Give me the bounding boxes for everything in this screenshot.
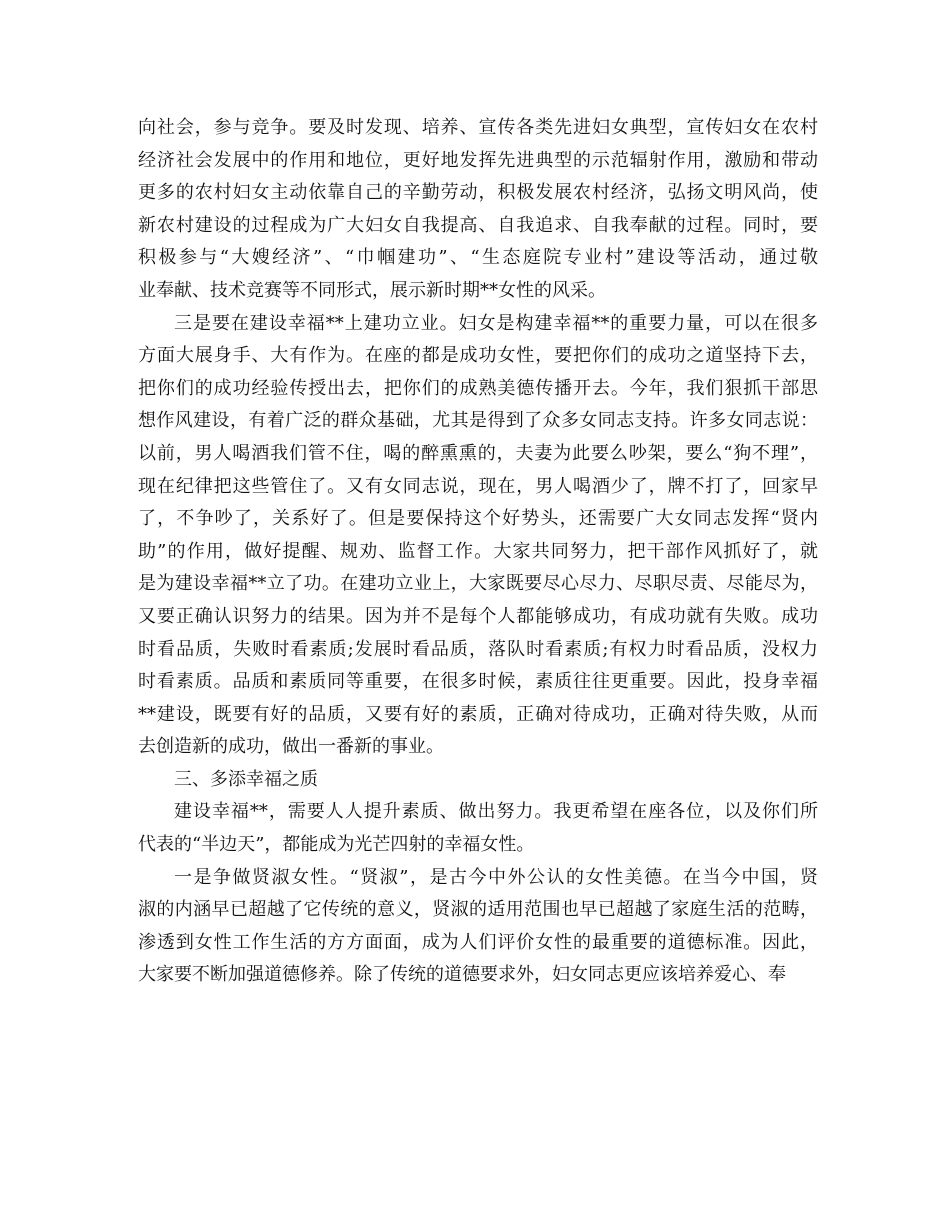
text-line: 一是争做贤淑女性。“贤淑”，是古今中外公认的女性美德。在当今中国，贤 xyxy=(174,866,818,888)
text-line: 助”的作用，做好提醒、规劝、监督工作。大家共同努力，把干部作风抓好了，就 xyxy=(138,540,818,562)
text-line: 淑的内涵早已超越了它传统的意义，贤淑的适用范围也早已超越了家庭生活的范畴， xyxy=(138,899,818,921)
text-line: 建设幸福**，需要人人提升素质、做出努力。我更希望在座各位，以及你们所 xyxy=(174,801,818,823)
paragraph-p2 xyxy=(138,308,818,764)
paragraph-p4 xyxy=(138,796,818,861)
text-line: 现在纪律把这些管住了。又有女同志说，现在，男人喝酒少了，牌不打了，回家早 xyxy=(138,475,818,497)
text-line: 业奉献、技术竞赛等不同形式，展示新时期**女性的风采。 xyxy=(138,279,606,301)
text-line: 积极参与“大嫂经济”、“巾帼建功”、“生态庭院专业村”建设等活动，通过敬 xyxy=(138,247,818,269)
text-line: 时看素质。品质和素质同等重要，在很多时候，素质往往更重要。因此，投身幸福 xyxy=(138,671,818,693)
document-body xyxy=(138,112,818,992)
text-line: 三、多添幸福之质 xyxy=(174,768,318,790)
text-line: 方面大展身手、大有作为。在座的都是成功女性，要把你们的成功之道坚持下去， xyxy=(138,345,818,367)
paragraph-p1 xyxy=(138,112,818,308)
text-line: 大家要不断加强道德修养。除了传统的道德要求外，妇女同志更应该培养爱心、奉 xyxy=(138,964,786,986)
text-line: 经济社会发展中的作用和地位，更好地发挥先进典型的示范辐射作用，激励和带动 xyxy=(138,149,818,171)
text-line: 把你们的成功经验传授出去，把你们的成熟美德传播开去。今年，我们狠抓干部思 xyxy=(138,377,818,399)
text-line: 去创造新的成功，做出一番新的事业。 xyxy=(138,736,444,758)
text-line: **建设，既要有好的品质，又要有好的素质，正确对待成功，正确对待失败，从而 xyxy=(138,703,818,725)
text-line: 了，不争吵了，关系好了。但是要保持这个好势头，还需要广大女同志发挥“贤内 xyxy=(138,508,818,530)
text-line: 以前，男人喝酒我们管不住，喝的醉熏熏的，夫妻为此要么吵架，要么“狗不理”， xyxy=(138,442,818,464)
text-line: 想作风建设，有着广泛的群众基础，尤其是得到了众多女同志支持。许多女同志说： xyxy=(138,410,818,432)
paragraph-p3 xyxy=(138,764,818,797)
text-line: 代表的“半边天”，都能成为光芒四射的幸福女性。 xyxy=(138,834,535,856)
text-line: 又要正确认识努力的结果。因为并不是每个人都能够成功，有成功就有失败。成功 xyxy=(138,605,818,627)
text-line: 新农村建设的过程成为广大妇女自我提高、自我追求、自我奉献的过程。同时，要 xyxy=(138,214,818,236)
text-line: 是为建设幸福**立了功。在建功立业上，大家既要尽心尽力、尽职尽责、尽能尽为， xyxy=(138,573,818,595)
paragraph-p5 xyxy=(138,862,818,992)
text-line: 更多的农村妇女主动依靠自己的辛勤劳动，积极发展农村经济，弘扬文明风尚，使 xyxy=(138,182,818,204)
text-line: 渗透到女性工作生活的方方面面，成为人们评价女性的最重要的道德标准。因此， xyxy=(138,931,818,953)
text-line: 向社会，参与竞争。要及时发现、培养、宣传各类先进妇女典型，宣传妇女在农村 xyxy=(138,117,818,138)
text-line: 时看品质，失败时看素质;发展时看品质，落队时看素质;有权力时看品质，没权力 xyxy=(138,638,818,660)
text-line: 三是要在建设幸福**上建功立业。妇女是构建幸福**的重要力量，可以在很多 xyxy=(174,312,818,334)
